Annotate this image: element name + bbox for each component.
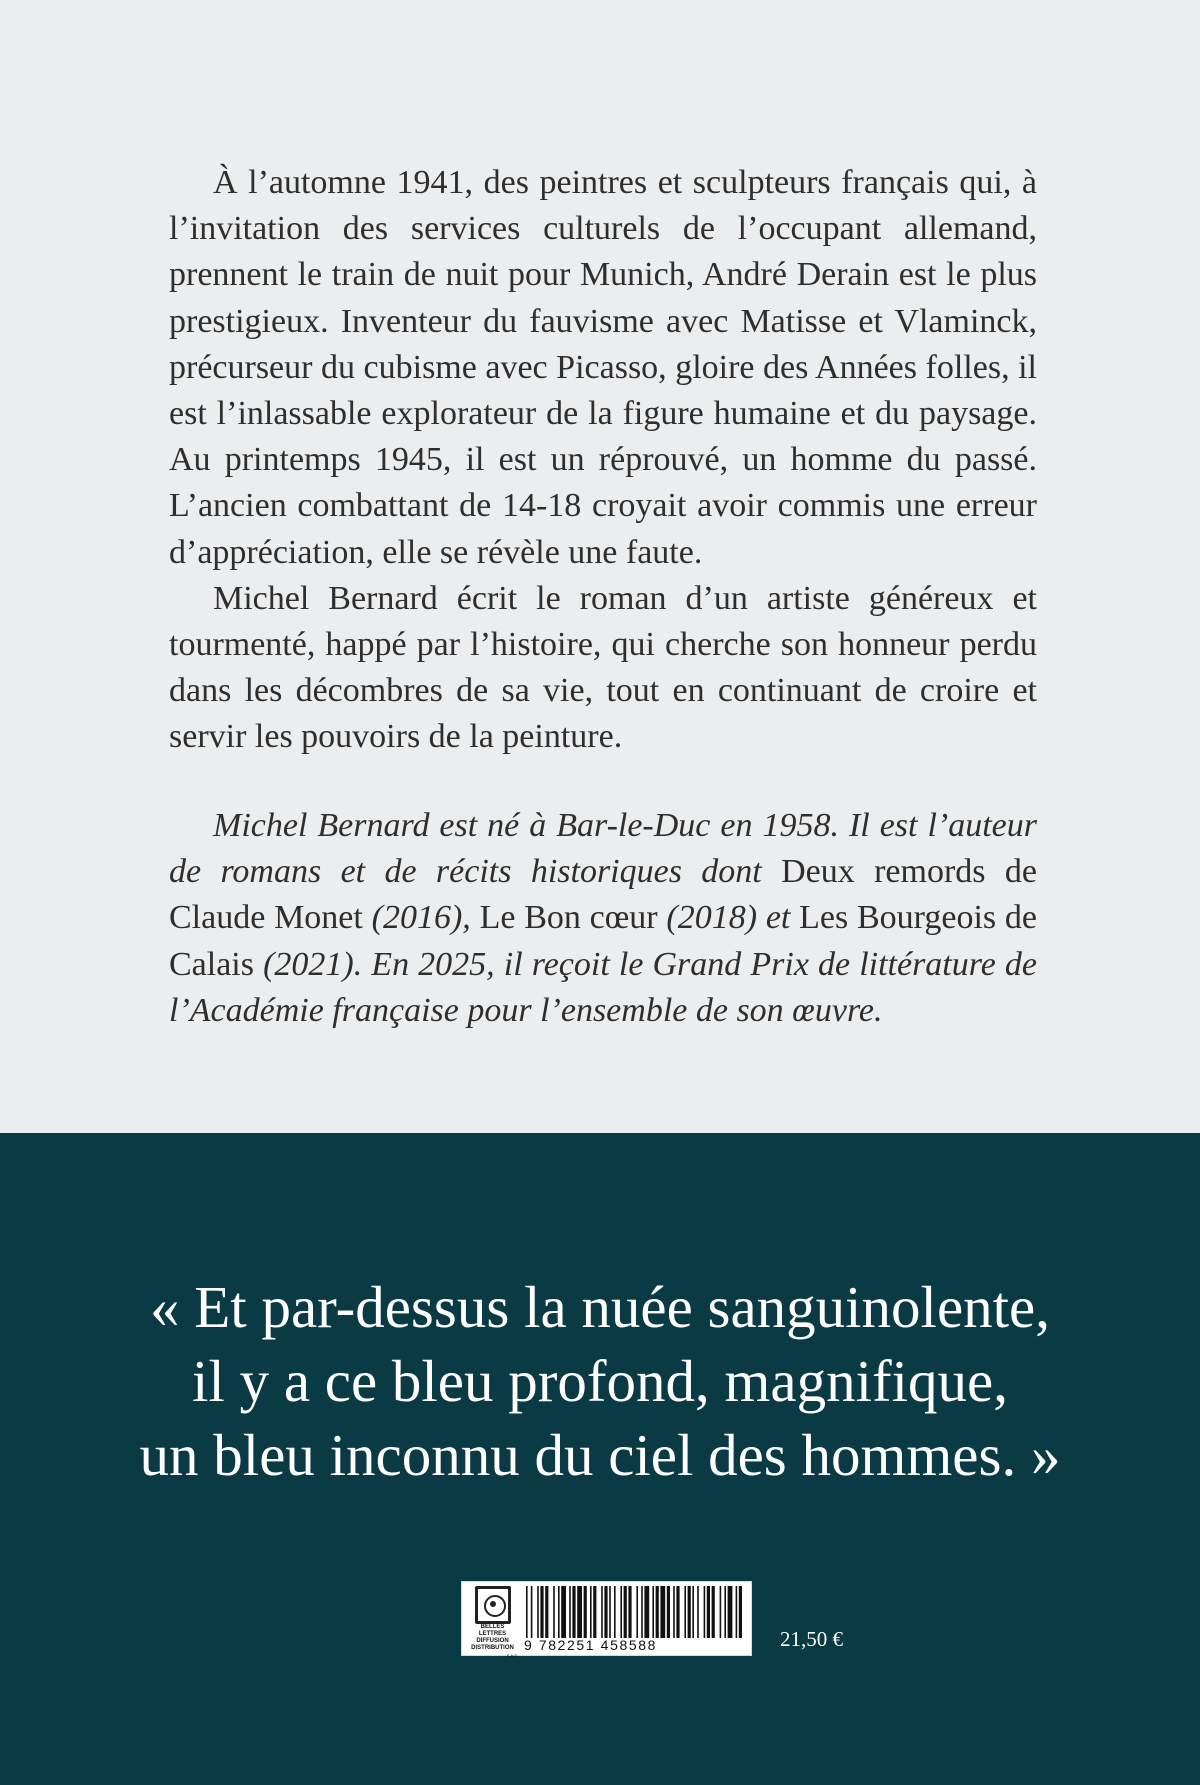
- isbn-number: 9 782251 458588: [524, 1637, 657, 1653]
- publisher-logo: [467, 1586, 518, 1658]
- bio-text-2: (2016),: [362, 899, 480, 937]
- publisher-name-line-2: DIFFUSION: [476, 1638, 509, 1644]
- bio-text-4: (2021). En 2025, il reçoit le Grand Prix de littérature de l’Académie française pour l’ensemble de son œuvre.: [169, 945, 1037, 1029]
- price-label: 21,50 €: [780, 1627, 843, 1651]
- author-bio: [169, 803, 1037, 1034]
- bio-book-title-2: Le Bon cœur: [479, 899, 658, 937]
- quote-line-1: « Et par-dessus la nuée sanguinolente,: [150, 1274, 1050, 1340]
- barcode-bars: [524, 1586, 746, 1638]
- quote-line-3: un bleu inconnu du ciel des hommes. »: [139, 1422, 1061, 1488]
- bio-text-1: Michel Bernard est né à Bar-le-Duc en 1958. Il est l’auteur de romans et de récits historiques dont: [169, 807, 1037, 891]
- bio-text-3: (2018) et: [657, 899, 800, 937]
- quote-band: [0, 1133, 1200, 1785]
- publisher-name-line-3: DISTRIBUTION: [471, 1645, 514, 1651]
- bio-book-title-3: Les Bourgeois de Calais: [169, 899, 1038, 983]
- pull-quote: [0, 1270, 1200, 1492]
- book-summary: [169, 160, 1037, 761]
- summary-paragraph-1: À l’automne 1941, des peintres et sculpteurs français qui, à l’invitation des services culturels de l’occupant allemand, prennent le train de nuit pour Munich, André Derain est le plus prestigieux. Inventeur du fauvisme avec Matisse et Vlaminck, précurseur du cubisme avec Picasso, gloire des Années folles, il est l’inlassable explorateur de la figure humaine et du paysage. Au printemps 1945, il est un réprouvé, un homme du passé. L’ancien combattant de 14-18 croyait avoir commis une erreur d’appréciation, elle se révèle une faute.: [169, 164, 1037, 571]
- author-bio-paragraph: [169, 803, 1037, 1034]
- quote-line-2: il y a ce bleu profond, magnifique,: [192, 1348, 1008, 1414]
- isbn-barcode-label: [461, 1581, 752, 1656]
- publisher-name: [467, 1624, 518, 1659]
- bio-book-title-1: Deux remords de Claude Monet: [169, 853, 1037, 937]
- publisher-name-line-1: BELLES LETTRES: [478, 1624, 507, 1637]
- publisher-owl-icon: [475, 1586, 511, 1624]
- publisher-name-line-4: S.A.S.: [506, 1653, 518, 1658]
- summary-paragraph-2: Michel Bernard écrit le roman d’un artiste généreux et tourmenté, happé par l’histoire, qui cherche son honneur perdu dans les décombres de sa vie, tout en continuant de croire et servir les pouvoirs de la peinture.: [169, 579, 1037, 756]
